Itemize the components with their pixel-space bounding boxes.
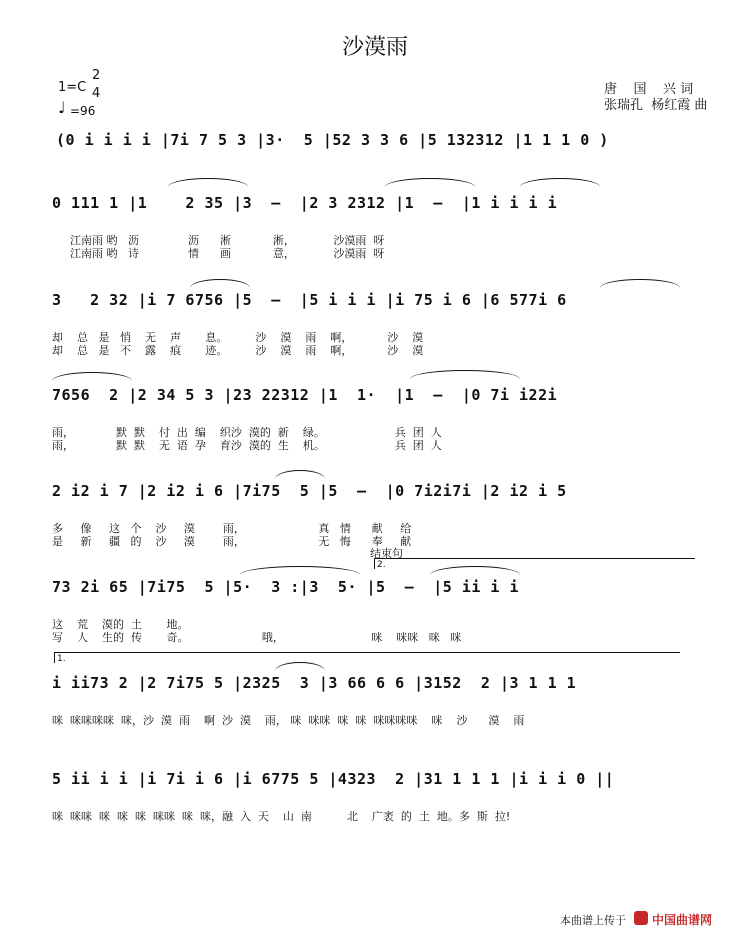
slur (385, 178, 475, 187)
lyric-verse-1: 却 总 是 悄 无 声 息。 沙 漠 雨 啊， 沙 漠 (52, 331, 424, 344)
score-line-5: 2 i2 i 7 |2 i2 i 6 |7i75 5 |5 – |0 7i2i7i |2 i2 i 5 (52, 482, 567, 500)
time-signature-top: 2 (92, 68, 101, 83)
slur (190, 279, 250, 288)
score-line-4: 7656 2 |2 34 5 3 |23 22312 |1 1· |1 – |0 7i i22i (52, 386, 558, 404)
time-signature-bottom: 4 (92, 86, 101, 101)
volta-number: 1. (57, 654, 66, 664)
slur (410, 370, 520, 379)
lyric-verse-1: 多 像 这 个 沙 漠 雨， 真 情 献 给 (52, 522, 412, 535)
volta-bracket (54, 652, 680, 663)
volta-number: 2. (377, 560, 386, 570)
slur (240, 566, 360, 575)
footer-upload-text: 本曲谱上传于 (560, 914, 626, 927)
site-logo-icon (634, 911, 648, 925)
slur (275, 662, 325, 671)
composer-credit: 张瑞孔 杨红霞 曲 (604, 98, 708, 113)
song-title: 沙漠雨 (341, 35, 408, 60)
lyricist-credit: 唐 国 兴 词 (604, 82, 694, 97)
lyric-verse-2: 却 总 是 不 露 痕 迹。 沙 漠 雨 啊， 沙 漠 (52, 344, 424, 357)
score-line-3: 3 2 32 |i 7 6756 |5 – |5 i i i |i 75 i 6 |6 577i 6 (52, 291, 567, 309)
tempo-marking: =96 (70, 104, 96, 118)
slur (52, 372, 132, 381)
lyric-verse-2: 是 新 疆 的 沙 漠 雨， 无 悔 奉 献 (52, 535, 412, 548)
quarter-note-icon: ♩ (58, 98, 66, 117)
lyric-verse-2: 江南雨 哟 诗 情 画 意， 沙漠雨 呀 (70, 247, 385, 260)
key-signature: 1=C (58, 80, 87, 95)
ending-label: 结束句 (370, 547, 403, 560)
slur (168, 178, 248, 187)
score-line-6: 73 2i 65 |7i75 5 |5· 3 :|3 5· |5 – |5 ii i i (52, 578, 520, 596)
volta-bracket (374, 558, 695, 569)
slur (520, 178, 600, 187)
slur (275, 470, 325, 479)
lyric-verse-2: 写 人 生的 传 奇。 哦， 咪 咪咪 咪 咪 (52, 631, 462, 644)
footer-site-logo-text[interactable]: 中国曲谱网 (652, 913, 713, 927)
lyric-line: 咪 咪咪 咪 咪 咪 咪咪 咪 咪，融 入 天 山 南 北 广袤 的 土 地。多 斯 拉! (52, 810, 511, 823)
score-line-7: i ii73 2 |2 7i75 5 |2325 3 |3 66 6 6 |3152 2 |3 1 1 1 (52, 674, 577, 692)
lyric-verse-2: 雨， 默 默 无 语 孕 育沙 漠的 生 机。 兵 团 人 (52, 439, 442, 452)
score-line-1: (0 i i i i |7i 7 5 3 |3· 5 |52 3 3 6 |5 132312 |1 1 1 0 ) (56, 131, 609, 149)
lyric-verse-1: 这 荒 漠的 土 地。 (52, 618, 189, 631)
score-line-8: 5 ii i i |i 7i i 6 |i 6775 5 |4323 2 |31 1 1 1 |i i i 0 || (52, 770, 615, 788)
slur (600, 279, 680, 288)
lyric-verse-1: 江南雨 哟 沥 沥 淅 淅， 沙漠雨 呀 (70, 234, 385, 247)
lyric-verse-1: 雨， 默 默 付 出 编 织沙 漠的 新 绿。 兵 团 人 (52, 426, 442, 439)
score-line-2: 0 111 1 |1 2 35 |3 – |2 3 2312 |1 – |1 i i i i (52, 194, 558, 212)
lyric-line: 咪 咪咪咪咪 咪，沙 漠 雨 啊 沙 漠 雨， 咪 咪咪 咪 咪 咪咪咪咪 咪 沙 漠 雨 (52, 714, 525, 727)
